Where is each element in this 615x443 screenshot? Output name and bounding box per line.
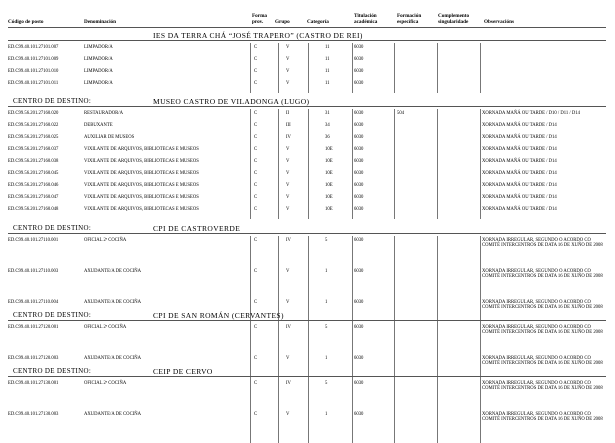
cell-grupo: V bbox=[286, 183, 290, 188]
section-rule bbox=[8, 233, 606, 234]
cell-categoria: 5 bbox=[325, 238, 328, 243]
cell-titulacion: 6030 bbox=[354, 147, 364, 152]
cell-grupo: II bbox=[286, 111, 290, 116]
cell-observaciones: XORNADA MAÑÁ OU TARDE / D14 bbox=[482, 195, 557, 200]
section-title: CPI DE SAN ROMÁN (CERVANTES) bbox=[153, 311, 284, 320]
section-header bbox=[8, 224, 606, 234]
cell-codigo: ED.C99.56.201.27160.020 bbox=[8, 111, 59, 116]
cell-observaciones: XORNADA MAÑÁ OU TARDE / D14 bbox=[482, 147, 557, 152]
cell-codigo: ED.C99.56.201.27160.045 bbox=[8, 171, 59, 176]
column-divider bbox=[308, 43, 309, 93]
cell-codigo: ED.C99.40.101.27101.011 bbox=[8, 81, 59, 86]
column-divider bbox=[394, 379, 395, 443]
cell-titulacion: 6030 bbox=[354, 269, 364, 274]
cell-grupo: V bbox=[286, 69, 290, 74]
cell-forma: C bbox=[254, 111, 258, 116]
cell-titulacion: 6030 bbox=[354, 81, 364, 86]
cell-observaciones: XORNADA IRREGULAR, SEGUNDO O ACORDO CO COMITÉ INTERCENTROS DE DATA 16 DE XUÑO DE 2008 bbox=[482, 269, 603, 279]
column-divider bbox=[278, 43, 279, 93]
cell-denominacion: AXUDANTE/A DE COCIÑA bbox=[84, 356, 142, 361]
cell-categoria: 10E bbox=[325, 171, 333, 176]
cell-codigo: ED.C99.56.201.27160.022 bbox=[8, 123, 59, 128]
header-grupo: Grupo bbox=[275, 19, 290, 25]
cell-categoria: 10E bbox=[325, 159, 333, 164]
cell-forma: C bbox=[254, 207, 258, 212]
cell-grupo: V bbox=[286, 269, 290, 274]
cell-observaciones: XORNADA MAÑÁ OU TARDE / D14 bbox=[482, 183, 557, 188]
cell-denominacion: AUXILIAR DE MUSEOS bbox=[84, 135, 135, 140]
cell-titulacion: 6030 bbox=[354, 207, 364, 212]
column-divider bbox=[437, 109, 438, 219]
cell-forma: C bbox=[254, 81, 258, 86]
section-title: CEIP DE CERVO bbox=[153, 367, 213, 376]
cell-forma: C bbox=[254, 147, 258, 152]
cell-formacion: 504 bbox=[397, 111, 405, 116]
cell-titulacion: 6030 bbox=[354, 412, 364, 417]
cell-grupo: V bbox=[286, 81, 290, 86]
header-codigo: Código de posto bbox=[8, 19, 44, 25]
cell-observaciones: XORNADA MAÑÁ OU TARDE / D10 / D11 / D14 bbox=[482, 111, 580, 116]
cell-grupo: V bbox=[286, 147, 290, 152]
cell-observaciones: XORNADA IRREGULAR, SEGUNDO O ACORDO CO COMITÉ INTERCENTROS DE DATA 16 DE XUÑO DE 2008 bbox=[482, 325, 603, 335]
cell-codigo: ED.C99.40.101.27101.007 bbox=[8, 45, 59, 50]
cell-categoria: 10E bbox=[325, 195, 333, 200]
section-title: CPI DE CASTROVERDE bbox=[153, 224, 241, 233]
cell-observaciones: XORNADA IRREGULAR, SEGUNDO O ACORDO CO COMITÉ INTERCENTROS DE DATA 16 DE XUÑO DE 2008 bbox=[482, 356, 603, 366]
cell-titulacion: 6030 bbox=[354, 135, 364, 140]
cell-categoria: 10E bbox=[325, 207, 333, 212]
section-header bbox=[8, 367, 606, 377]
cell-grupo: V bbox=[286, 207, 290, 212]
cell-codigo: ED.C99.40.101.27110.003 bbox=[8, 269, 59, 274]
cell-denominacion: VIXILANTE DE ARQUIVOS, BIBLIOTECAS E MUSEOS bbox=[84, 171, 199, 176]
cell-titulacion: 6030 bbox=[354, 57, 364, 62]
cell-codigo: ED.C99.40.101.27130.001 bbox=[8, 381, 59, 386]
cell-observaciones: XORNADA IRREGULAR, SEGUNDO O ACORDO CO COMITÉ INTERCENTROS DE DATA 16 DE XUÑO DE 2008 bbox=[482, 381, 603, 391]
section-header bbox=[8, 97, 606, 107]
cell-titulacion: 6030 bbox=[354, 356, 364, 361]
cell-titulacion: 6030 bbox=[354, 69, 364, 74]
section-title: MUSEO CASTRO DE VILADONGA (LUGO) bbox=[153, 97, 310, 106]
cell-forma: C bbox=[254, 183, 258, 188]
cell-titulacion: 6030 bbox=[354, 171, 364, 176]
section-rule bbox=[8, 320, 606, 321]
cell-titulacion: 6030 bbox=[354, 195, 364, 200]
cell-titulacion: 6030 bbox=[354, 123, 364, 128]
cell-codigo: ED.C99.56.201.27160.037 bbox=[8, 147, 59, 152]
cell-forma: C bbox=[254, 57, 258, 62]
cell-observaciones: XORNADA MAÑÁ OU TARDE / D14 bbox=[482, 171, 557, 176]
cell-categoria: 11 bbox=[325, 57, 330, 62]
section-rule bbox=[8, 40, 606, 41]
cell-forma: C bbox=[254, 195, 258, 200]
cell-grupo: V bbox=[286, 159, 290, 164]
cell-titulacion: 6030 bbox=[354, 381, 364, 386]
cell-forma: C bbox=[254, 356, 258, 361]
cell-codigo: ED.C99.40.101.27101.009 bbox=[8, 57, 59, 62]
cell-codigo: ED.C99.56.201.27160.047 bbox=[8, 195, 59, 200]
cell-codigo: ED.C99.56.201.27160.025 bbox=[8, 135, 59, 140]
cell-codigo: ED.C99.40.101.27110.004 bbox=[8, 300, 59, 305]
cell-categoria: 1 bbox=[325, 356, 328, 361]
column-divider bbox=[437, 379, 438, 443]
cell-categoria: 11 bbox=[325, 81, 330, 86]
cell-observaciones: XORNADA IRREGULAR, SEGUNDO O ACORDO CO COMITÉ INTERCENTROS DE DATA 16 DE XUÑO DE 2008 bbox=[482, 238, 603, 248]
header-denominacion: Denominación bbox=[84, 19, 116, 25]
column-divider bbox=[394, 109, 395, 219]
cell-forma: C bbox=[254, 381, 258, 386]
cell-grupo: V bbox=[286, 300, 290, 305]
column-divider bbox=[308, 109, 309, 219]
section-title: IES DA TERRA CHÁ “JOSÉ TRAPERO” (CASTRO DE REI) bbox=[153, 31, 363, 40]
cell-denominacion: AXUDANTE/A DE COCIÑA bbox=[84, 412, 142, 417]
column-divider bbox=[308, 379, 309, 443]
cell-titulacion: 6030 bbox=[354, 159, 364, 164]
cell-categoria: 11 bbox=[325, 69, 330, 74]
column-divider bbox=[480, 323, 481, 387]
cell-denominacion: LIMPADOR/A bbox=[84, 69, 113, 74]
cell-grupo: V bbox=[286, 45, 290, 50]
cell-titulacion: 6030 bbox=[354, 183, 364, 188]
cell-grupo: III bbox=[286, 123, 291, 128]
cell-observaciones: XORNADA MAÑÁ OU TARDE / D14 bbox=[482, 123, 557, 128]
section-label: CENTRO DE DESTINO: bbox=[13, 97, 92, 105]
section-label: CENTRO DE DESTINO: bbox=[13, 311, 92, 319]
column-divider bbox=[394, 43, 395, 93]
cell-grupo: V bbox=[286, 356, 290, 361]
cell-codigo: ED.C99.56.201.27160.046 bbox=[8, 183, 59, 188]
cell-categoria: 5 bbox=[325, 381, 328, 386]
cell-denominacion: OFICIAL 2ª COCIÑA bbox=[84, 325, 127, 330]
cell-denominacion: AXUDANTE/A DE COCIÑA bbox=[84, 300, 142, 305]
header-rule bbox=[8, 27, 606, 28]
cell-observaciones: XORNADA MAÑÁ OU TARDE / D14 bbox=[482, 135, 557, 140]
cell-forma: C bbox=[254, 325, 258, 330]
header-observaciones: Observacións bbox=[484, 19, 514, 25]
column-divider bbox=[480, 43, 481, 93]
cell-categoria: 1 bbox=[325, 269, 328, 274]
cell-grupo: V bbox=[286, 57, 290, 62]
column-divider bbox=[480, 109, 481, 219]
cell-categoria: 10E bbox=[325, 147, 333, 152]
section-header bbox=[8, 311, 606, 321]
cell-titulacion: 6030 bbox=[354, 300, 364, 305]
cell-denominacion: VIXILANTE DE ARQUIVOS, BIBLIOTECAS E MUSEOS bbox=[84, 183, 199, 188]
column-divider bbox=[278, 109, 279, 219]
cell-denominacion: VIXILANTE DE ARQUIVOS, BIBLIOTECAS E MUSEOS bbox=[84, 147, 199, 152]
cell-titulacion: 6030 bbox=[354, 325, 364, 330]
column-divider bbox=[480, 379, 481, 443]
cell-grupo: IV bbox=[286, 135, 291, 140]
column-divider bbox=[250, 109, 251, 219]
cell-denominacion: VIXILANTE DE ARQUIVOS, BIBLIOTECAS E MUSEOS bbox=[84, 207, 199, 212]
cell-categoria: 36 bbox=[325, 135, 330, 140]
cell-denominacion: LIMPADOR/A bbox=[84, 57, 113, 62]
cell-denominacion: RESTAURADOR/A bbox=[84, 111, 123, 116]
column-divider bbox=[352, 379, 353, 443]
column-divider bbox=[352, 43, 353, 93]
header-titulacion: Titulación académica bbox=[354, 13, 378, 25]
cell-denominacion: OFICIAL 2ª COCIÑA bbox=[84, 238, 127, 243]
cell-codigo: ED.C99.40.101.27120.001 bbox=[8, 325, 59, 330]
cell-denominacion: LIMPADOR/A bbox=[84, 45, 113, 50]
column-divider bbox=[308, 323, 309, 387]
column-divider bbox=[352, 323, 353, 387]
header-categoria: Categoría bbox=[307, 19, 329, 25]
column-divider bbox=[437, 43, 438, 93]
cell-denominacion: DEBUXANTE bbox=[84, 123, 113, 128]
section-header bbox=[8, 31, 606, 41]
cell-forma: C bbox=[254, 135, 258, 140]
cell-categoria: 1 bbox=[325, 412, 328, 417]
cell-forma: C bbox=[254, 123, 258, 128]
cell-denominacion: AXUDANTE/A DE COCIÑA bbox=[84, 269, 142, 274]
column-divider bbox=[394, 323, 395, 387]
cell-codigo: ED.C99.56.201.27160.038 bbox=[8, 159, 59, 164]
header-formacion: Formación específica bbox=[397, 13, 422, 25]
cell-categoria: 1 bbox=[325, 300, 328, 305]
cell-forma: C bbox=[254, 238, 258, 243]
cell-codigo: ED.C99.40.101.27130.003 bbox=[8, 412, 59, 417]
cell-categoria: 5 bbox=[325, 325, 328, 330]
column-divider bbox=[278, 379, 279, 443]
cell-codigo: ED.C99.40.101.27101.010 bbox=[8, 69, 59, 74]
cell-categoria: 34 bbox=[325, 123, 330, 128]
cell-grupo: V bbox=[286, 412, 290, 417]
section-label: CENTRO DE DESTINO: bbox=[13, 367, 92, 375]
cell-observaciones: XORNADA IRREGULAR, SEGUNDO O ACORDO CO COMITÉ INTERCENTROS DE DATA 16 DE XUÑO DE 2008 bbox=[482, 300, 603, 310]
cell-grupo: IV bbox=[286, 325, 291, 330]
cell-forma: C bbox=[254, 171, 258, 176]
cell-forma: C bbox=[254, 159, 258, 164]
cell-categoria: 10E bbox=[325, 183, 333, 188]
cell-denominacion: OFICIAL 2ª COCIÑA bbox=[84, 381, 127, 386]
section-label: CENTRO DE DESTINO: bbox=[13, 224, 92, 232]
cell-denominacion: LIMPADOR/A bbox=[84, 81, 113, 86]
cell-observaciones: XORNADA IRREGULAR, SEGUNDO O ACORDO CO COMITÉ INTERCENTROS DE DATA 16 DE XUÑO DE 2008 bbox=[482, 412, 603, 422]
cell-codigo: ED.C99.40.101.27120.003 bbox=[8, 356, 59, 361]
section-rule bbox=[8, 106, 606, 107]
section-rule bbox=[8, 376, 606, 377]
cell-forma: C bbox=[254, 69, 258, 74]
cell-categoria: 11 bbox=[325, 45, 330, 50]
column-divider bbox=[250, 323, 251, 387]
cell-titulacion: 6030 bbox=[354, 238, 364, 243]
cell-titulacion: 6030 bbox=[354, 45, 364, 50]
cell-denominacion: VIXILANTE DE ARQUIVOS, BIBLIOTECAS E MUSEOS bbox=[84, 159, 199, 164]
column-divider bbox=[278, 323, 279, 387]
cell-denominacion: VIXILANTE DE ARQUIVOS, BIBLIOTECAS E MUSEOS bbox=[84, 195, 199, 200]
cell-observaciones: XORNADA MAÑÁ OU TARDE / D14 bbox=[482, 159, 557, 164]
header-forma: Forma prov. bbox=[252, 13, 267, 25]
cell-forma: C bbox=[254, 300, 258, 305]
cell-codigo: ED.C99.40.101.27110.001 bbox=[8, 238, 59, 243]
column-divider bbox=[437, 323, 438, 387]
cell-codigo: ED.C99.56.201.27160.048 bbox=[8, 207, 59, 212]
cell-grupo: V bbox=[286, 195, 290, 200]
header-complemento: Complemento singularidade bbox=[438, 13, 470, 25]
column-divider bbox=[250, 43, 251, 93]
cell-categoria: 31 bbox=[325, 111, 330, 116]
cell-titulacion: 6030 bbox=[354, 111, 364, 116]
cell-forma: C bbox=[254, 45, 258, 50]
cell-grupo: IV bbox=[286, 238, 291, 243]
cell-forma: C bbox=[254, 269, 258, 274]
cell-observaciones: XORNADA MAÑÁ OU TARDE / D14 bbox=[482, 207, 557, 212]
cell-grupo: IV bbox=[286, 381, 291, 386]
column-divider bbox=[352, 109, 353, 219]
cell-grupo: V bbox=[286, 171, 290, 176]
cell-forma: C bbox=[254, 412, 258, 417]
column-divider bbox=[250, 379, 251, 443]
